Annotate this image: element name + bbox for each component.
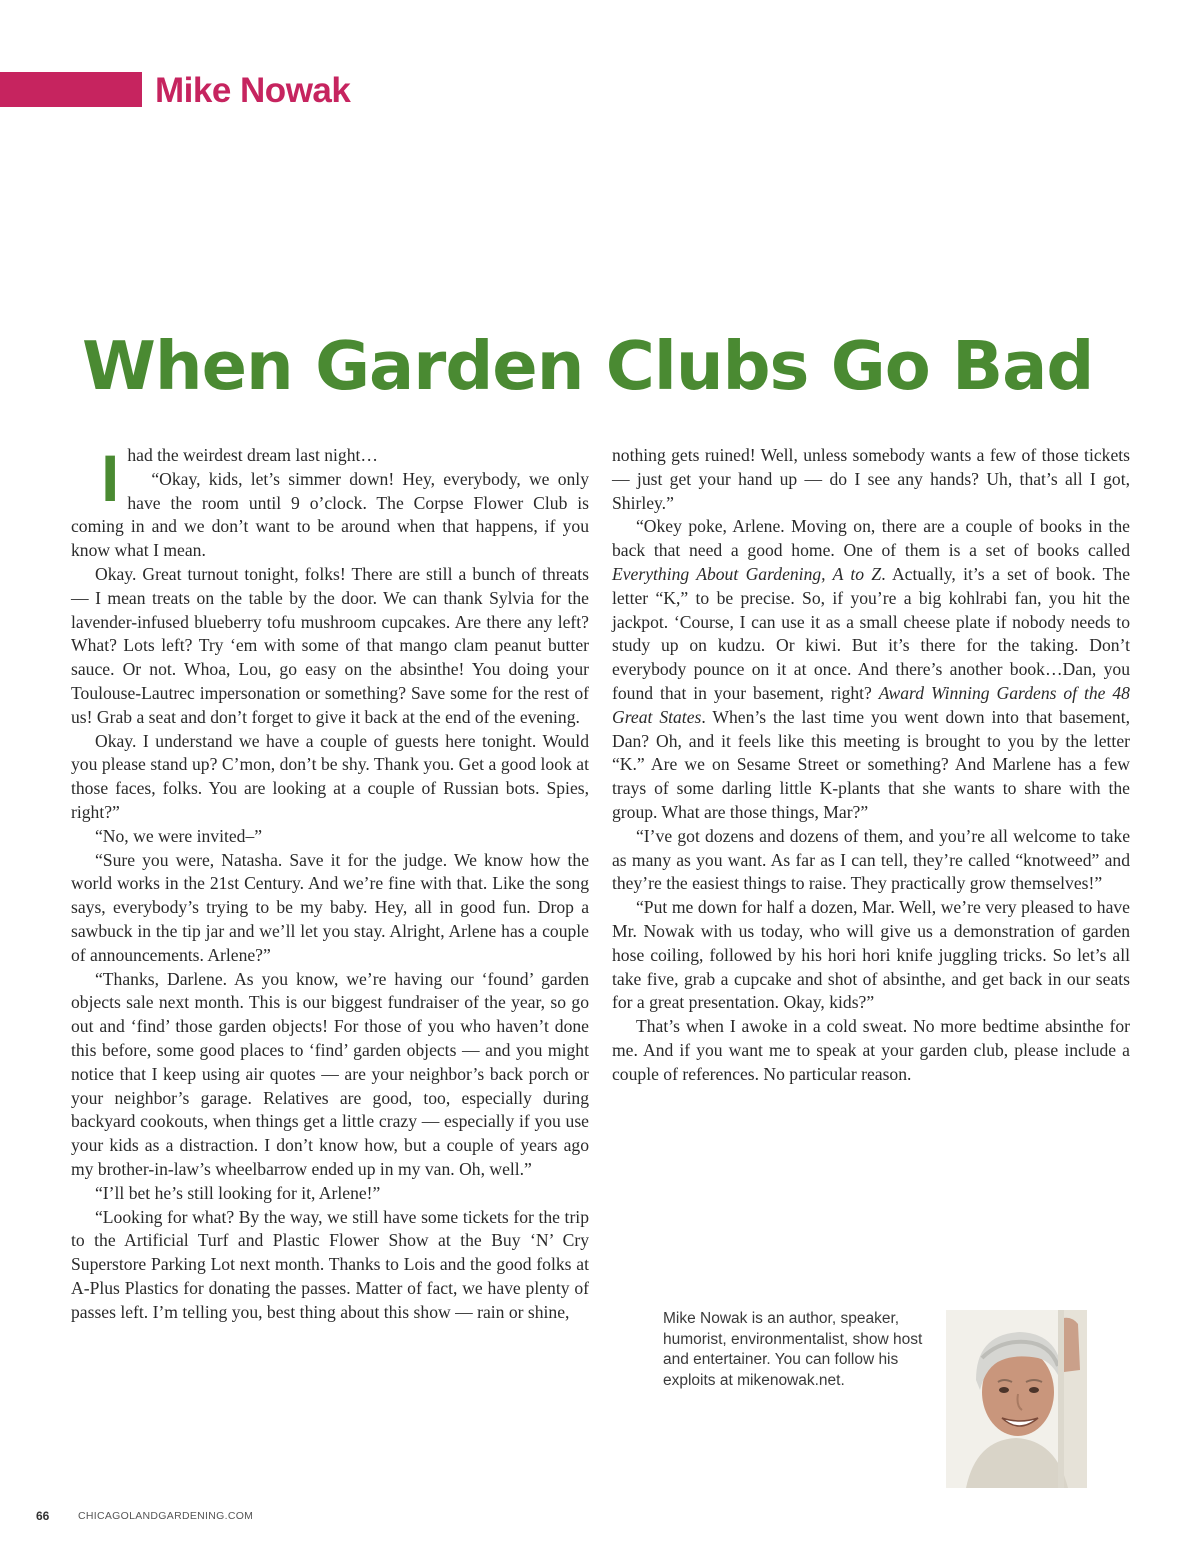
author-photo xyxy=(946,1310,1087,1488)
article-paragraph: “Thanks, Darlene. As you know, we’re having our ‘found’ garden objects sale next month. This is our biggest fundraiser of the year, so go out and ‘find’ those garden objects! For those of you who haven’t done this before, some good places to ‘find’ garden objects — and you might notice that I keep using air quotes — are your neighbor’s back porch or your neighbor’s garage. Relatives are good, too, especially during backyard cookouts, when things get a little crazy — especially if you use your kids as a distraction. I don’t know how, but a couple of years ago my brother-in-law’s wheelbarrow ended up in my van. Oh, well.” xyxy=(71,968,589,1179)
book-title: Award Winning Gardens of the 48 Great States xyxy=(612,682,1130,727)
article-column-right xyxy=(612,444,1130,1087)
article-column-left xyxy=(71,441,589,1324)
author-header: Mike Nowak xyxy=(155,71,351,110)
article-paragraph: “Okey poke, Arlene. Moving on, there are a couple of books in the back that need a good home. One of them is a set of books called Everything About Gardening, A to Z. Actually, it’s a set of book. The letter “K,” to be precise. So, if you’re a big kohlrabi fan, you hit the jackpot. ‘Course, I can use it as a small cheese plate if nobody needs to study up on kudzu. Or kiwi. But it’s there for the taking. Don’t everybody pounce on it at once. And there’s another book…Dan, you found that in your basement, right? Award Winning Gardens of the 48 Great States. When’s the last time you went down into that basement, Dan? Oh, and it feels like this meeting is brought to you by the letter “K.” Are we on Sesame Street or something? And Marlene has a few trays of some darling little K-plants that she wants to share with the group. What are those things, Mar?” xyxy=(612,516,1130,822)
article-paragraph: nothing gets ruined! Well, unless somebody wants a few of those tickets — just get your hand up — do I see any hands? Uh, that’s all I got, Shirley.” xyxy=(612,445,1130,513)
article-paragraph: That’s when I awoke in a cold sweat. No more bedtime absinthe for me. And if you want me to speak at your garden club, please include a couple of references. No particular reason. xyxy=(612,1016,1130,1084)
drop-cap: I xyxy=(101,441,120,515)
footer-site: CHICAGOLANDGARDENING.COM xyxy=(78,1510,254,1522)
article-paragraph: “Put me down for half a dozen, Mar. Well, we’re very pleased to have Mr. Nowak with us today, who will give us a demonstration of garden hose coiling, followed by his hori hori knife juggling tricks. So let’s all take five, grab a cupcake and shot of absinthe, and get back in our seats for a great presentation. Okay, kids?” xyxy=(612,897,1130,1013)
article-paragraph: Okay. I understand we have a couple of guests here tonight. Would you please stand up? C’mon, don’t be shy. Thank you. Get a good look at those faces, folks. You are looking at a couple of Russian bots. Spies, right?” xyxy=(71,730,589,822)
article-paragraph: Okay. Great turnout tonight, folks! There are still a bunch of threats — I mean treats on the table by the door. We can thank Sylvia for the lavender-infused blueberry tofu mushroom cupcakes. Are there any left? What? Lots left? Try ‘em with some of that mango clam peanut butter sauce. Or not. Whoa, Lou, go easy on the absinthe! You doing your Toulouse-Lautrec impersonation or something? Save some for the rest of us! Grab a seat and don’t forget to give it back at the end of the evening. xyxy=(71,563,589,727)
book-title: Everything About Gardening, A to Z xyxy=(612,563,882,584)
article-paragraph: “Okay, kids, let’s simmer down! Hey, everybody, we only have the room until 9 o’clock. The Corpse Flower Club is coming in and we don’t want to be around when that happens, if you know what I mean. xyxy=(71,468,589,561)
author-portrait-icon xyxy=(946,1310,1087,1488)
article-paragraph: “I’ll bet he’s still looking for it, Arlene!” xyxy=(95,1182,381,1203)
article-paragraph: “No, we were invited–” xyxy=(95,825,263,846)
article-paragraph: “Sure you were, Natasha. Save it for the judge. We know how the world works in the 21st Century. And we’re fine with that. Like the song says, everybody’s trying to be my baby. Hey, all in good fun. Drop a sawbuck in the tip jar and we’ll let you stay. Alright, Arlene has a couple of announcements. Arlene?” xyxy=(71,849,589,965)
article-paragraph: “Looking for what? By the way, we still have some tickets for the trip to the Artificial Turf and Plastic Flower Show at the Buy ‘N’ Cry Superstore Parking Lot next month. Thanks to Lois and the good folks at A-Plus Plastics for donating the passes. Matter of fact, we have plenty of passes left. I’m telling you, best thing about this show — rain or shine, xyxy=(71,1206,589,1322)
article-title: When Garden Clubs Go Bad xyxy=(82,327,1094,405)
article-paragraph: Ihad the weirdest dream last night… xyxy=(101,441,378,515)
author-bio: Mike Nowak is an author, speaker, humorist, environmentalist, show host and entertainer. You can follow his exploits at mikenowak.net. xyxy=(663,1310,923,1389)
header-accent-bar xyxy=(0,72,142,107)
article-paragraph: “I’ve got dozens and dozens of them, and you’re all welcome to take as many as you want. As far as I can tell, they’re called “knotweed” and they’re the easiest things to raise. They practically grow themselves!” xyxy=(612,825,1130,894)
page-number: 66 xyxy=(36,1509,50,1523)
